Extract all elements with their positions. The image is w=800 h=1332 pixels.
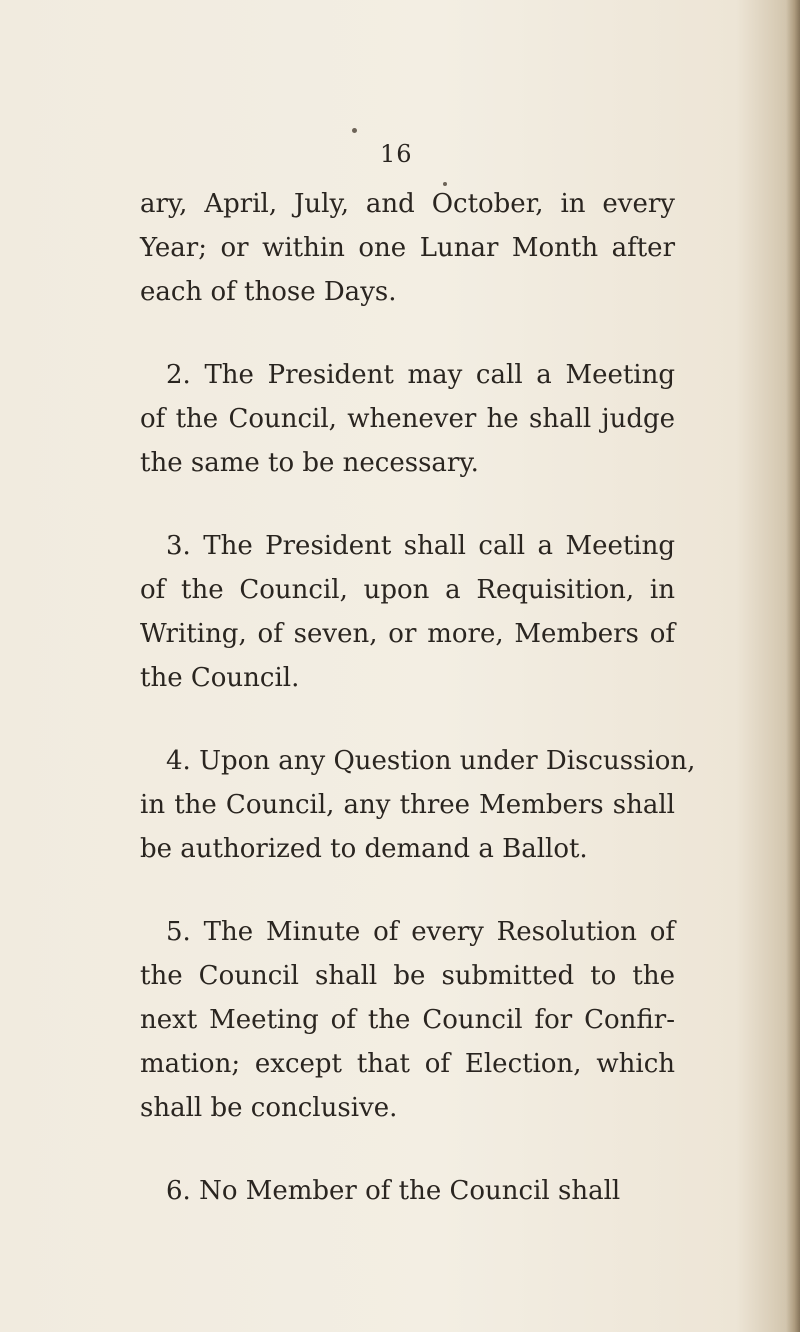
text-line: 6. No Member of the Council shall xyxy=(166,1176,621,1206)
paragraph-rule-2 xyxy=(140,353,675,485)
paragraph-rule-6 xyxy=(140,1169,675,1213)
paragraph-rule-5 xyxy=(140,910,675,1130)
text-line: 3. The President shall call a Meeting xyxy=(166,531,675,561)
ink-speck xyxy=(352,128,357,133)
text-line: Writing, of seven, or more, Members of xyxy=(140,619,675,649)
text-line: next Meeting of the Council for Confir- xyxy=(140,1005,675,1035)
page-number: 16 xyxy=(380,140,413,168)
text-line: Year; or within one Lunar Month after xyxy=(140,233,675,263)
text-line: 2. The President may call a Meeting xyxy=(166,360,675,390)
text-line: 5. The Minute of every Resolution of xyxy=(166,917,675,947)
paragraph-rule-4 xyxy=(140,739,696,871)
page-edge-shadow xyxy=(786,0,800,1332)
text-line: mation; except that of Election, which xyxy=(140,1049,675,1079)
text-line: ary, April, July, and October, in every xyxy=(140,189,675,219)
text-line: the Council shall be submitted to the xyxy=(140,961,675,991)
body-text xyxy=(140,182,696,1213)
text-line: of the Council, upon a Requisition, in xyxy=(140,575,675,605)
paragraph-continuation xyxy=(140,182,675,314)
text-line: be authorized to demand a Ballot. xyxy=(140,834,588,864)
text-line: each of those Days. xyxy=(140,277,397,307)
text-line: 4. Upon any Question under Discussion, xyxy=(166,746,696,776)
text-line: shall be conclusive. xyxy=(140,1093,398,1123)
text-line: the Council. xyxy=(140,663,300,693)
text-line: of the Council, whenever he shall judge xyxy=(140,404,675,434)
text-line: the same to be necessary. xyxy=(140,448,479,478)
paragraph-rule-3 xyxy=(140,524,675,700)
text-line: in the Council, any three Members shall xyxy=(140,790,675,820)
